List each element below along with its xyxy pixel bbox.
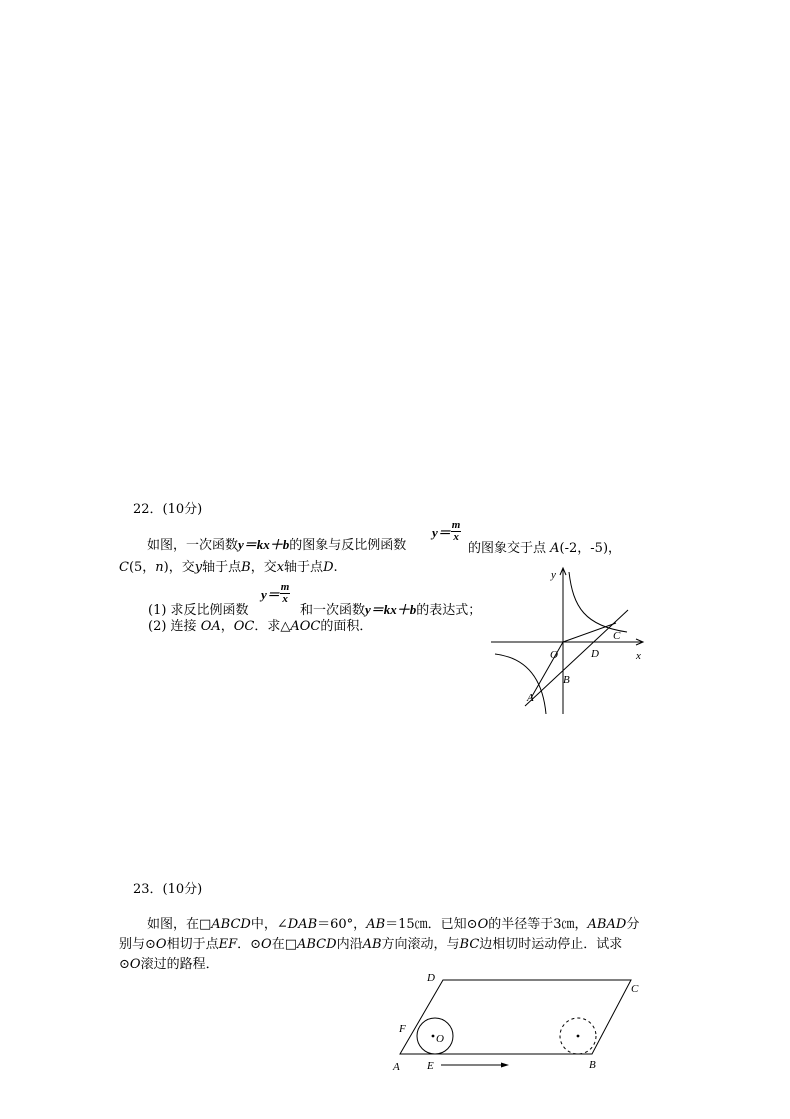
q23-line3: ⊙O滚过的路程． bbox=[119, 957, 219, 972]
label-d: D bbox=[427, 972, 435, 984]
q22-line2: C(5，n)，交y轴于点B，交x轴于点D. bbox=[119, 560, 338, 575]
label-a: A bbox=[393, 1061, 400, 1073]
label-f: F bbox=[399, 1023, 406, 1035]
hyperbola-branch-2 bbox=[495, 654, 546, 714]
linear-eq: y＝kx＋b bbox=[238, 537, 290, 552]
q22-header: 22．(10分) bbox=[133, 502, 203, 517]
label-b: B bbox=[563, 674, 570, 686]
segment-oa bbox=[531, 642, 563, 698]
q22-inverse-eq: y＝ $\frac{m}{x}$ bbox=[432, 519, 461, 543]
q23-header: 23．(10分) bbox=[133, 882, 203, 897]
label-o: O bbox=[550, 649, 558, 661]
q22-graph bbox=[485, 562, 655, 720]
label-y: y bbox=[551, 569, 556, 581]
label-a: A bbox=[527, 692, 534, 704]
segment-oc bbox=[563, 623, 616, 642]
label-d: D bbox=[591, 648, 599, 660]
center-o-dot bbox=[432, 1035, 435, 1038]
parallelogram-abcd bbox=[400, 980, 631, 1054]
label-e: E bbox=[427, 1060, 434, 1072]
q22-sub2: (2) 连接 OA，OC．求△AOC的面积． bbox=[148, 619, 373, 634]
circle-o bbox=[417, 1018, 453, 1054]
arrow-head-icon bbox=[501, 1063, 509, 1068]
q22-sub1-inverse-eq: y＝ $\frac{m}{x}$ bbox=[261, 581, 290, 605]
q22-sub1: (1) 求反比例函数 bbox=[148, 603, 249, 618]
text: 的图象与反比例函数 bbox=[289, 538, 407, 553]
label-c: C bbox=[613, 630, 621, 642]
label-o: O bbox=[436, 1033, 444, 1045]
label-x: x bbox=[636, 650, 641, 662]
q23-line1: 如图，在□ABCD中，∠DAB＝60°，AB＝15㎝．已知⊙O的半径等于3㎝，ABAD分 bbox=[147, 917, 640, 932]
label-c: C bbox=[631, 983, 639, 995]
q23-figure bbox=[385, 968, 650, 1078]
center-final-dot bbox=[577, 1035, 580, 1038]
text: 如图，一次函数 bbox=[147, 538, 239, 553]
q22-sub1-end: 和一次函数y＝kx＋b的表达式； bbox=[300, 602, 482, 618]
q23-line2: 别与⊙O相切于点EF．⊙O在□ABCD内沿AB方向滚动，与BC边相切时运动停止．试求 bbox=[119, 937, 623, 952]
hyperbola-branch-1 bbox=[569, 572, 627, 632]
q22-line1-end: 的图象交于点 A(-2，-5)， bbox=[468, 541, 622, 556]
label-b: B bbox=[589, 1059, 596, 1071]
